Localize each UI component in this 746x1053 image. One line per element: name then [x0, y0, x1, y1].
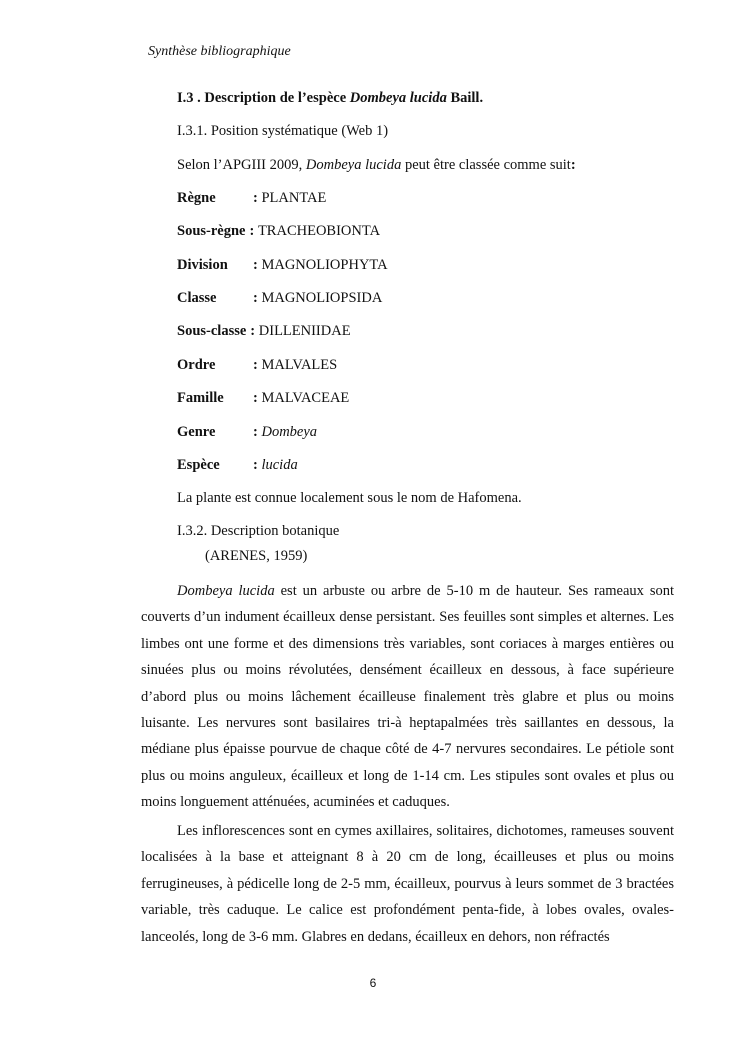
taxonomy-value: MAGNOLIOPHYTA — [261, 257, 388, 273]
taxonomy-row — [177, 290, 382, 307]
taxonomy-value: MAGNOLIOPSIDA — [261, 290, 383, 306]
section-heading — [177, 90, 483, 107]
paragraph-species: Dombeya lucida — [177, 583, 275, 599]
taxonomy-separator: : — [253, 190, 262, 206]
section-heading-suffix: Baill. — [446, 90, 484, 106]
intro-before: Selon l’APGIII 2009, — [177, 157, 306, 173]
taxonomy-value: lucida — [261, 457, 298, 473]
intro-colon: : — [570, 157, 576, 173]
botanical-paragraph-2: Les inflorescences sont en cymes axillaires, solitaires, dichotomes, rameuses souvent localisées à la base et atteignant 8 à 20 cm de long, écailleuses et plus ou moins ferrugineuses, à pédicelle long de 2-5 mm, écailleux, pourvus à leurs sommet de 3 bractées variable, très caduque. Le calice est profondément penta-fide, à lobes ovales, ovales-lanceolés, long de 3-6 mm. Glabres en dedans, écailleux en dehors, non réfractés — [141, 823, 674, 945]
taxonomy-value: TRACHEOBIONTA — [257, 223, 381, 239]
intro-species: Dombeya lucida — [305, 157, 402, 173]
taxonomy-rank: Genre — [177, 424, 216, 440]
taxonomy-rank: Division — [177, 257, 228, 273]
taxonomy-rank: Ordre — [177, 357, 216, 373]
taxonomy-value: MALVALES — [261, 357, 338, 373]
taxonomy-rank: Classe — [177, 290, 217, 306]
taxonomy-separator: : — [253, 457, 262, 473]
taxonomy-rank: Famille — [177, 390, 224, 406]
local-name-sentence: La plante est connue localement sous le nom de Hafomena. — [177, 490, 522, 506]
taxonomy-row — [177, 390, 349, 407]
taxonomy-row — [177, 424, 317, 441]
taxonomy-row — [177, 223, 380, 240]
taxonomy-separator: : — [253, 390, 262, 406]
taxonomy-row — [177, 357, 337, 374]
taxonomy-row — [177, 323, 351, 340]
taxonomy-row — [177, 257, 388, 274]
subsection-heading-botanical: I.3.2. Description botanique — [177, 523, 340, 539]
taxonomy-row — [177, 457, 298, 474]
section-heading-species: Dombeya lucida — [349, 90, 447, 106]
classification-intro — [177, 157, 576, 174]
taxonomy-separator: : — [253, 357, 262, 373]
intro-after: peut être classée comme suit — [401, 157, 571, 173]
paragraph-1-text: est un arbuste ou arbre de 5-10 m de hauteur. Ses rameaux sont couverts d’un indument écailleux dense persistant. Ses feuilles sont simples et alternes. Les limbes ont une forme et des dimensions très variables, sont coriaces à marges entières ou sinuées plus ou moins révolutées, densément écailleux en dessous, à face supérieure d’abord plus ou moins lâchement écailleuse finalement très glabre et plus ou moins luisante. Les nervures sont basilaires tri-à heptapalmées très saillantes en dessous, la médiane plus épaisse pourvue de chaque côté de 4-7 nervures secondaires. Le pétiole sont plus ou moins anguleux, écailleux et long de 1-14 cm. Les stipules sont ovales et plus ou moins longuement atténuées, acuminées et caduques. — [141, 583, 674, 811]
taxonomy-value: MALVACEAE — [261, 390, 350, 406]
running-header: Synthèse bibliographique — [148, 44, 291, 59]
taxonomy-separator: : — [253, 290, 262, 306]
taxonomy-separator: : — [253, 424, 262, 440]
botanical-paragraph-1 — [141, 578, 674, 816]
subsection-heading-systematic: I.3.1. Position systématique (Web 1) — [177, 123, 389, 139]
taxonomy-value: DILLENIIDAE — [258, 323, 351, 339]
taxonomy-rank: Règne — [177, 190, 216, 206]
taxonomy-separator: : — [253, 257, 262, 273]
section-heading-prefix: I.3 . Description de l’espèce — [177, 90, 350, 106]
taxonomy-row — [177, 190, 326, 207]
taxonomy-value: PLANTAE — [261, 190, 327, 206]
taxonomy-separator: : — [249, 223, 258, 239]
taxonomy-rank: Sous-classe — [177, 323, 247, 339]
taxonomy-rank: Sous-règne — [177, 223, 246, 239]
reference-citation: (ARENES, 1959) — [205, 548, 308, 564]
taxonomy-separator: : — [250, 323, 259, 339]
taxonomy-rank: Espèce — [177, 457, 220, 473]
page-number: 6 — [369, 976, 377, 990]
taxonomy-value: Dombeya — [261, 424, 318, 440]
